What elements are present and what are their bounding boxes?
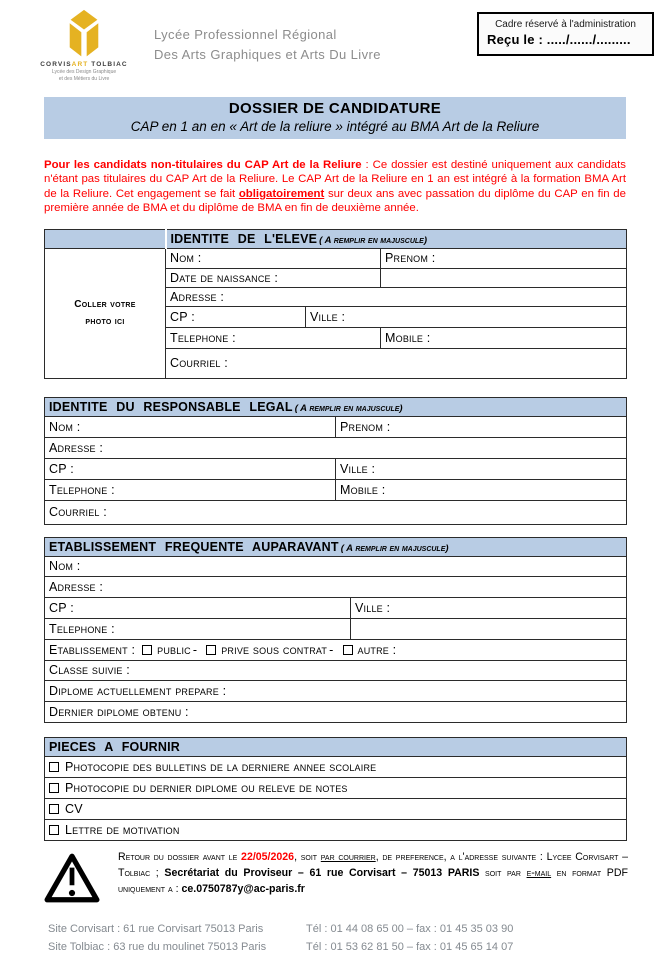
pieces-item-label: Lettre de motivation (65, 822, 180, 837)
field-adresse: Adresse : (45, 576, 627, 597)
field-nom: Nom : (166, 248, 381, 268)
email-underlined: e-mail (526, 867, 552, 880)
student-identity-table (44, 229, 627, 379)
photo-placeholder-cell: Coller votre photo ici (45, 248, 166, 378)
intro-lead: Pour les candidats non-titulaires du CAP Art de la Reliure (44, 159, 362, 171)
admin-reserved-box (477, 12, 654, 56)
pieces-a-fournir-table (44, 737, 627, 841)
checkbox-public-icon (142, 645, 152, 655)
page-footer (48, 921, 667, 953)
pieces-item (45, 777, 627, 798)
option-prive: prive sous contrat (221, 642, 328, 657)
checkbox-prive-icon (206, 645, 216, 655)
previous-school-section-header (45, 537, 627, 556)
section-note: ( A remplir en majuscule) (340, 542, 449, 554)
return-instructions-text: Retour du dossier avant le 22/05/2026, soit par courrier, de preference, a l'adresse suivante : Lycee Corvisart – Tolbiac ; Secrétariat du Proviseur – 61 rue Corvisart – 75013 PARIS soit par e-mail en format PDF uniquement a : ce.0750787y@ac-paris.fr (118, 850, 629, 896)
field-prenom: Prenom : (336, 416, 627, 437)
field-telephone: Telephone : (45, 618, 351, 639)
intro-paragraph: Pour les candidats non-titulaires du CAP Art de la Reliure : Ce dossier est destiné uniquement aux candidats n'étant pas titulaires du CAP Art de la Reliure. Le CAP Art de la Reliure en 1 an est intégré à la formation BMA Art de la Reliure. Cet engagement se fait obligatoirement sur deux ans avec passation du diplôme du CAP en fin de première année de BMA et du diplôme de BMA en fin de deuxième année. (44, 159, 626, 215)
field-courriel: Courriel : (45, 500, 627, 524)
field-ville: Ville : (336, 458, 627, 479)
site-corvisart-phone: Tél : 01 44 08 65 00 – fax : 01 45 35 03 90 (306, 922, 514, 935)
logo-brand-text (36, 61, 132, 68)
corvisart-tolbiac-logo-icon (36, 9, 132, 59)
field-adresse: Adresse : (45, 437, 627, 458)
page-header (0, 0, 667, 88)
section-title: IDENTITE DE L'ELEVE (170, 231, 318, 246)
field-mobile: Mobile : (336, 479, 627, 500)
checkbox-icon (49, 804, 59, 814)
brand-right: TOLBIAC (88, 61, 128, 68)
checkbox-icon (49, 825, 59, 835)
field-nom: Nom : (45, 556, 627, 576)
field-mobile: Mobile : (381, 327, 627, 348)
field-adresse: Adresse : (166, 287, 627, 306)
field-dernier-diplome: Dernier diplome obtenu : (45, 701, 627, 722)
empty-cell (351, 618, 627, 639)
header-corner-cell (45, 229, 166, 248)
site-tolbiac-address: Site Tolbiac : 63 rue du moulinet 75013 Paris (48, 940, 267, 953)
pieces-section-header (45, 737, 627, 756)
field-courriel: Courriel : (166, 348, 627, 378)
field-nom: Nom : (45, 416, 336, 437)
field-prenom: Prenom : (381, 248, 627, 268)
field-telephone: Telephone : (45, 479, 336, 500)
contact-email: ce.0750787y@ac-paris.fr (181, 883, 305, 896)
pieces-item-label: Photocopie du dernier diplome ou releve de notes (65, 780, 348, 795)
field-ville: Ville : (351, 597, 627, 618)
deadline-date: 22/05/2026 (241, 850, 295, 863)
page-title: DOSSIER DE CANDIDATURE (228, 100, 442, 117)
school-logo (36, 9, 132, 88)
student-section-header (166, 229, 627, 248)
checkbox-autre-icon (343, 645, 353, 655)
section-note: ( A remplir en majuscule) (319, 234, 427, 246)
title-banner (44, 97, 626, 139)
footer-line-tolbiac (48, 939, 667, 953)
empty-cell (381, 268, 627, 287)
postal-address: Secrétariat du Proviseur – 61 rue Corvisart – 75013 PARIS (164, 867, 480, 880)
admin-box-title: Cadre réservé à l'administration (495, 19, 636, 30)
warning-triangle-icon (44, 849, 110, 909)
field-etablissement-type: Etablissement : public - prive sous contrat - autre : (45, 639, 627, 660)
page-subtitle: CAP en 1 an en « Art de la reliure » intégré au BMA Art de la Reliure (130, 119, 540, 134)
school-name (154, 25, 381, 88)
section-title: IDENTITE DU RESPONSABLE LEGAL (49, 399, 293, 414)
brand-left: CORVIS (40, 61, 72, 68)
intro-underlined-word: obligatoirement (238, 187, 325, 200)
footer-line-corvisart (48, 921, 667, 939)
section-note: ( A remplir en majuscule) (294, 402, 403, 414)
pieces-item-label: Photocopie des bulletins de la derniere annee scolaire (65, 759, 377, 774)
previous-school-table (44, 537, 627, 723)
field-cp: CP : (45, 458, 336, 479)
return-instructions (44, 849, 628, 909)
field-date-naissance: Date de naissance : (166, 268, 381, 287)
option-autre: autre : (357, 642, 397, 657)
par-courrier-underlined: par courrier (320, 850, 376, 863)
guardian-section-header (45, 397, 627, 416)
field-cp: CP : (166, 306, 306, 327)
field-cp: CP : (45, 597, 351, 618)
guardian-identity-table (44, 397, 627, 525)
pieces-item (45, 756, 627, 777)
section-title: PIECES A FOURNIR (49, 739, 181, 754)
site-tolbiac-phone: Tél : 01 53 62 81 50 – fax : 01 45 65 14 07 (306, 940, 514, 953)
field-diplome-prepare: Diplome actuellement prepare : (45, 680, 627, 701)
received-date-field: Reçu le : ...../....../......... (487, 32, 631, 47)
field-ville: Ville : (306, 306, 627, 327)
logo-caption: Lycée des Design Graphique et des Métiers du Livre (51, 69, 117, 82)
pieces-item (45, 819, 627, 840)
option-public: public (157, 642, 191, 657)
pieces-item-label: CV (65, 801, 83, 816)
school-name-line2: Des Arts Graphiques et Arts Du Livre (154, 46, 381, 62)
pieces-item (45, 798, 627, 819)
checkbox-icon (49, 783, 59, 793)
field-telephone: Telephone : (166, 327, 381, 348)
field-classe-suivie: Classe suivie : (45, 660, 627, 680)
site-corvisart-address: Site Corvisart : 61 rue Corvisart 75013 Paris (48, 922, 264, 935)
brand-accent: ART (71, 61, 89, 68)
school-name-line1: Lycée Professionnel Régional (154, 27, 337, 42)
section-title: ETABLISSEMENT FREQUENTE AUPARAVANT (49, 539, 339, 554)
checkbox-icon (49, 762, 59, 772)
